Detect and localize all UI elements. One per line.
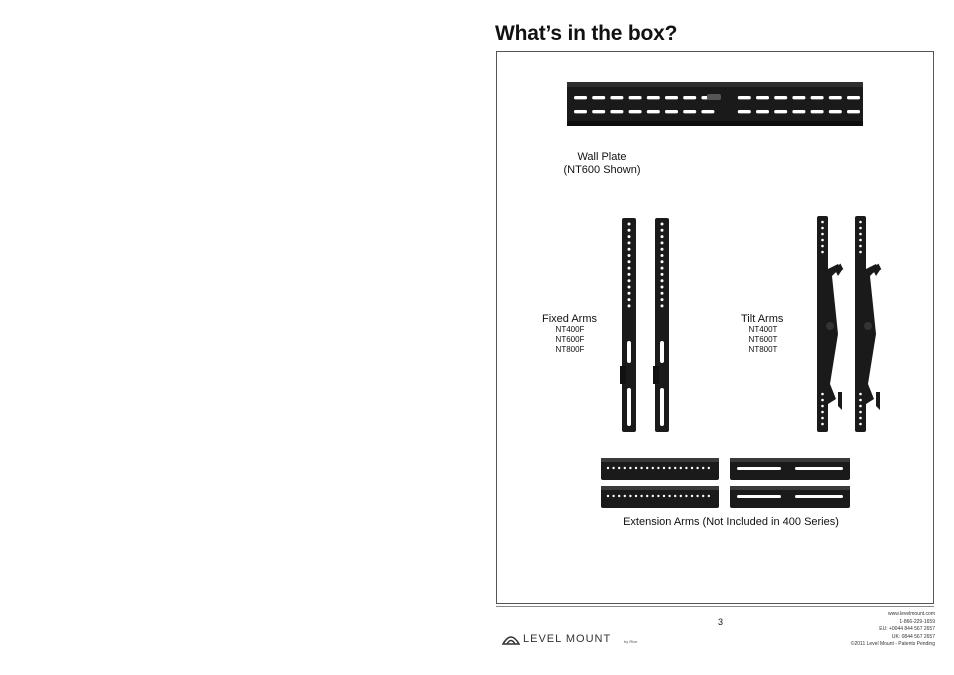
wall-plate-slot: [792, 96, 805, 99]
tilt-arm-hole: [821, 417, 824, 420]
copyright: ©2011 Level Mount - Patents Pending: [850, 641, 935, 647]
wall-plate-title: Wall Plate: [577, 151, 627, 163]
tilt-arms-title: Tilt Arms: [741, 313, 784, 325]
wall-plate-slot: [647, 110, 660, 113]
extension-arm-hole: [640, 467, 642, 469]
extension-arm-hole: [696, 495, 698, 497]
extension-arm-hole: [612, 495, 614, 497]
extension-arm-hole: [629, 467, 631, 469]
extension-arm-hole: [652, 467, 654, 469]
wall-plate-slot: [847, 110, 860, 113]
website-link[interactable]: www.levelmount.com: [888, 611, 935, 617]
tilt-arm-hole: [859, 393, 862, 396]
extension-arm-hole: [685, 495, 687, 497]
tilt-arm-hole: [821, 423, 824, 426]
wall-plate-slot: [683, 110, 696, 113]
fixed-arm-hole: [661, 235, 664, 238]
fixed-arm-hole: [628, 292, 631, 295]
tilt-arm-hole: [821, 399, 824, 402]
fixed-arm-hole: [628, 279, 631, 282]
tilt-arms-image: [812, 214, 888, 436]
fixed-arm-hole: [628, 241, 631, 244]
extension-arm-hole: [708, 495, 710, 497]
wall-plate-slot: [592, 96, 605, 99]
wall-plate-slot: [756, 110, 769, 113]
extension-arm-hole: [674, 467, 676, 469]
extension-arm-hole: [680, 467, 682, 469]
extension-arm-hole: [618, 495, 620, 497]
extension-arm-hole: [685, 467, 687, 469]
extension-arm-hole: [702, 495, 704, 497]
brand-sub: by Rive: [624, 639, 638, 644]
wall-plate-slot: [829, 110, 842, 113]
wall-plate-slot: [811, 96, 824, 99]
tilt-arm-hole: [821, 233, 824, 236]
tilt-arm-hole: [821, 405, 824, 408]
extension-arm-hole: [635, 495, 637, 497]
wall-plate-slot: [847, 96, 860, 99]
tilt-arm-hole: [821, 227, 824, 230]
tilt-arm-hole: [821, 393, 824, 396]
extension-arm-hole: [680, 495, 682, 497]
extension-arm-hole: [624, 467, 626, 469]
fixed-arms-model: NT800F: [555, 345, 585, 354]
wall-plate-slot: [774, 110, 787, 113]
fixed-arm-hole: [628, 254, 631, 257]
page-number: 3: [718, 617, 724, 627]
tilt-arm-hole: [859, 399, 862, 402]
tilt-arm-hole: [821, 221, 824, 224]
wall-plate-slot: [592, 110, 605, 113]
extension-arm-hole: [691, 467, 693, 469]
extension-arm-hole: [640, 495, 642, 497]
wall-plate-slot: [738, 110, 751, 113]
fixed-arm-hole: [661, 248, 664, 251]
fixed-arm-hole: [661, 260, 664, 263]
extension-arm-hole: [607, 495, 609, 497]
wall-plate-slot: [574, 96, 587, 99]
wall-plate-subtitle: (NT600 Shown): [563, 164, 641, 176]
extension-arms-image: [600, 456, 852, 512]
fixed-arms-model: NT400F: [555, 325, 585, 334]
fixed-arm-hole: [628, 235, 631, 238]
wall-plate-slot: [792, 110, 805, 113]
brand-name: LEVEL MOUNT: [523, 633, 612, 645]
extension-arm-hole: [646, 495, 648, 497]
footer-divider: [496, 606, 934, 607]
extension-arm-hole: [657, 467, 659, 469]
tilt-arm-hole: [859, 417, 862, 420]
fixed-arm-hole: [628, 267, 631, 270]
extension-arm-hole: [618, 467, 620, 469]
extension-arm-hole: [635, 467, 637, 469]
tilt-arm-hole: [821, 245, 824, 248]
phone-uk: UK: 0844 567 2657: [891, 633, 935, 640]
fixed-arm-hole: [661, 304, 664, 307]
fixed-arm-hole: [628, 273, 631, 276]
tilt-arms-model: NT600T: [748, 335, 778, 344]
extension-arm-hole: [663, 467, 665, 469]
fixed-arm-hole: [661, 279, 664, 282]
extension-arm-hole: [624, 495, 626, 497]
tilt-arm-hole: [821, 411, 824, 414]
tilt-arm-hole: [859, 405, 862, 408]
extension-arm-hole: [646, 467, 648, 469]
fixed-arm-hole: [661, 292, 664, 295]
extension-arm-hole: [668, 495, 670, 497]
wall-plate-slot: [574, 110, 587, 113]
wall-plate-slot: [665, 96, 678, 99]
wall-plate-slot: [738, 96, 751, 99]
extension-arms-title: Extension Arms (Not Included in 400 Series): [623, 516, 839, 528]
wall-plate-slot: [647, 96, 660, 99]
fixed-arm-hole: [661, 267, 664, 270]
tilt-arm-hole: [859, 251, 862, 254]
fixed-arm-hole: [661, 298, 664, 301]
fixed-arm-hole: [628, 223, 631, 226]
fixed-arm-hole: [661, 286, 664, 289]
fixed-arm-hole: [628, 248, 631, 251]
tilt-arms-model: NT400T: [748, 325, 778, 334]
level-mount-logo-icon: [502, 632, 520, 646]
fixed-arms-image: [618, 216, 672, 434]
tilt-arm-hole: [859, 423, 862, 426]
tilt-arm-hole: [821, 251, 824, 254]
extension-arm-hole: [652, 495, 654, 497]
wall-plate-slot: [610, 110, 623, 113]
fixed-arm-hole: [628, 229, 631, 232]
fixed-arm-hole: [628, 298, 631, 301]
fixed-arm-hole: [661, 273, 664, 276]
tilt-arm-hole: [821, 239, 824, 242]
wall-plate-slot: [629, 110, 642, 113]
fixed-arms-title: Fixed Arms: [542, 313, 598, 325]
fixed-arm-hole: [628, 286, 631, 289]
extension-arm-hole: [607, 467, 609, 469]
extension-arm-hole: [663, 495, 665, 497]
tilt-arm-hole: [859, 227, 862, 230]
extension-arm-hole: [612, 467, 614, 469]
wall-plate-slot: [610, 96, 623, 99]
wall-plate-slot: [665, 110, 678, 113]
tilt-arm-hole: [859, 411, 862, 414]
tilt-arms-model: NT800T: [748, 345, 778, 354]
extension-arm-hole: [629, 495, 631, 497]
fixed-arm-hole: [628, 304, 631, 307]
fixed-arm-hole: [661, 254, 664, 257]
wall-plate-slot: [811, 110, 824, 113]
wall-plate-slot: [829, 96, 842, 99]
tilt-arm-hole: [859, 221, 862, 224]
extension-arm-hole: [674, 495, 676, 497]
wall-plate-slot: [629, 96, 642, 99]
fixed-arm-hole: [628, 260, 631, 263]
wall-plate-slot: [756, 96, 769, 99]
phone-eu: EU: +0044 844 567 2657: [879, 626, 935, 632]
fixed-arms-model: NT600F: [555, 335, 585, 344]
fixed-arm-hole: [661, 223, 664, 226]
wall-plate-slot: [701, 110, 714, 113]
wall-plate-slot: [774, 96, 787, 99]
page-title: What’s in the box?: [495, 22, 678, 45]
fixed-arm-hole: [661, 241, 664, 244]
phone-us: 1-866-229-1659: [899, 618, 935, 625]
extension-arm-hole: [668, 467, 670, 469]
extension-arm-hole: [696, 467, 698, 469]
wall-plate-slot: [683, 96, 696, 99]
extension-arm-hole: [691, 495, 693, 497]
extension-arm-hole: [708, 467, 710, 469]
brand-logo: [502, 630, 652, 648]
tilt-arm-hole: [859, 239, 862, 242]
tilt-arm-hole: [859, 245, 862, 248]
wall-plate-image: [566, 80, 864, 128]
contact-info: [851, 611, 935, 649]
tilt-arm-hole: [859, 233, 862, 236]
extension-arm-hole: [657, 495, 659, 497]
extension-arm-hole: [702, 467, 704, 469]
fixed-arm-hole: [661, 229, 664, 232]
